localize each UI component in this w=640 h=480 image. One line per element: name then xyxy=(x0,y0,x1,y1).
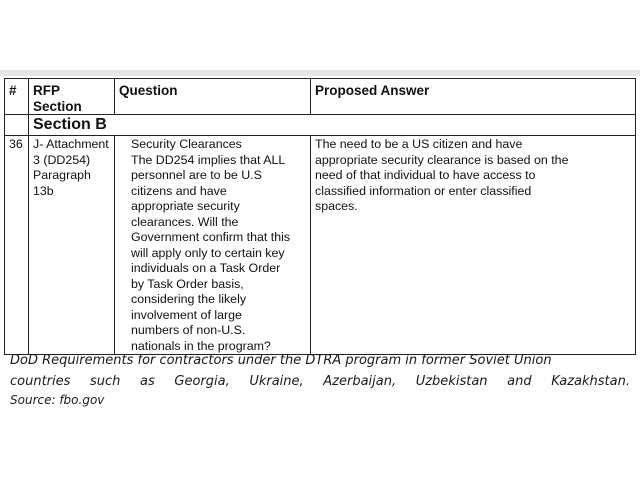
table-container xyxy=(4,78,636,353)
row-num-cell: 36 xyxy=(5,136,29,355)
rfp-section-line: 3 (DD254) xyxy=(33,152,91,167)
question-line: considering the likely xyxy=(131,292,247,306)
answer-line: appropriate security clearance is based on the xyxy=(315,152,569,167)
header-num: # xyxy=(5,79,29,115)
rfp-section-line: J- Attachment xyxy=(33,137,109,151)
row-question-cell xyxy=(115,136,311,355)
question-line: personnel are to be U.S xyxy=(131,168,262,182)
question-line: clearances. Will the xyxy=(131,214,239,229)
question-line: Government confirm that this xyxy=(131,230,291,244)
top-band xyxy=(0,70,640,76)
table-header-row xyxy=(5,79,636,115)
row-rfp-section-cell xyxy=(29,136,115,355)
row-answer-cell xyxy=(311,136,636,355)
question-line: nationals in the program? xyxy=(131,338,271,353)
header-question: Question xyxy=(115,79,311,115)
answer-line: classified information or enter classified xyxy=(315,183,532,198)
question-line: will apply only to certain key xyxy=(131,245,285,260)
answer-line: need of that individual to have access to xyxy=(315,168,536,182)
section-row xyxy=(5,115,636,136)
question-line: by Task Order basis, xyxy=(131,276,244,291)
answer-line: The need to be a US citizen and have xyxy=(315,137,523,151)
caption-line-1: DoD Requirements for contractors under the DTRA program in former Soviet Union xyxy=(10,353,552,368)
caption-source: Source: fbo.gov xyxy=(10,393,105,407)
section-label: Section B xyxy=(33,115,107,133)
caption-line-2: countries such as Georgia, Ukraine, Azerbaijan, Uzbekistan and Kazakhstan. xyxy=(10,374,630,389)
question-line: The DD254 implies that ALL xyxy=(131,152,286,167)
rfp-section-line: Paragraph xyxy=(33,168,91,182)
question-line: involvement of large xyxy=(131,307,242,322)
answer-line: spaces. xyxy=(315,199,358,213)
question-line: numbers of non-U.S. xyxy=(131,323,246,337)
rfp-table xyxy=(4,78,636,355)
question-line: Security Clearances xyxy=(131,137,242,151)
header-proposed-answer: Proposed Answer xyxy=(311,79,636,115)
rfp-section-line: 13b xyxy=(33,183,54,198)
question-line: individuals on a Task Order xyxy=(131,261,281,275)
table-row xyxy=(5,136,636,355)
question-line: appropriate security xyxy=(131,199,240,213)
figure-caption xyxy=(10,350,634,409)
section-row-num-cell xyxy=(5,115,29,136)
header-rfp-section: RFP Section xyxy=(29,79,115,115)
section-label-cell xyxy=(29,115,636,136)
question-line: citizens and have xyxy=(131,183,227,198)
